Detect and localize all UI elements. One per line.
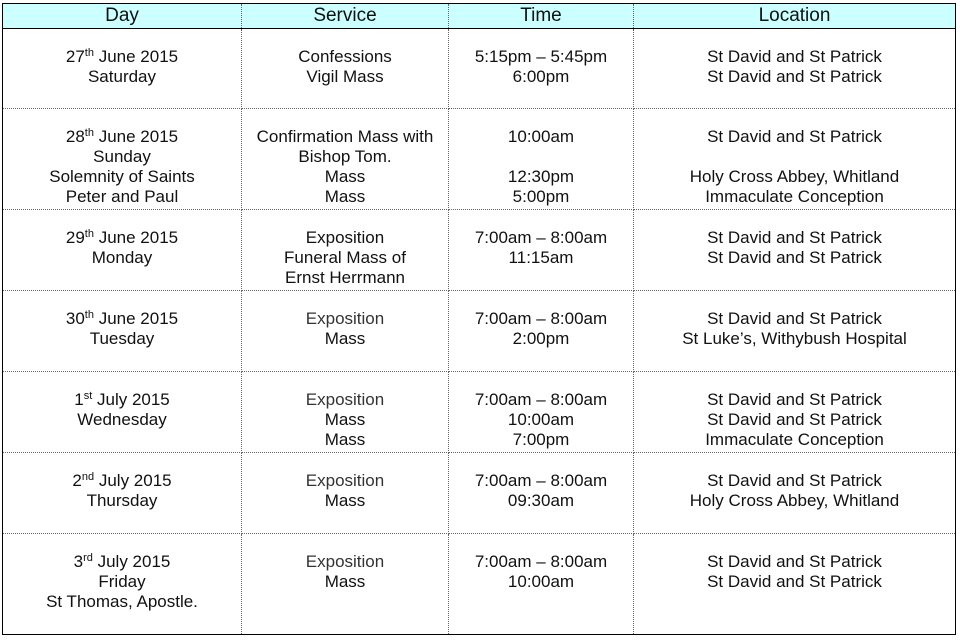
location-cell [634, 29, 956, 109]
time-cell [449, 453, 634, 534]
time-line: 10:00am [507, 410, 575, 429]
schedule-body [3, 29, 956, 635]
service-cell [242, 291, 449, 372]
day-date [3, 228, 241, 248]
time-cell [449, 109, 634, 210]
location-line: St David and St Patrick [707, 410, 882, 429]
day-line: St Thomas, Apostle. [46, 592, 198, 611]
time-cell [449, 372, 634, 453]
day-line: Solemnity of Saints [49, 167, 195, 186]
location-line: Holy Cross Abbey, Whitland [689, 167, 900, 186]
service-cell [242, 453, 449, 534]
time-line [449, 147, 633, 167]
day-cell [3, 372, 242, 453]
location-line: St David and St Patrick [707, 248, 882, 267]
day-line: Tuesday [89, 329, 155, 348]
service-line: Ernst Herrmann [285, 268, 405, 287]
month-year: July 2015 [92, 390, 170, 409]
day-date [3, 552, 241, 572]
ordinal-suffix: nd [81, 471, 95, 483]
location-line: St David and St Patrick [707, 552, 882, 571]
time-line: 5:00pm [512, 187, 570, 206]
day-line: Wednesday [77, 410, 167, 429]
service-line: Mass [324, 491, 366, 510]
location-line: St David and St Patrick [707, 228, 882, 247]
service-line: Exposition [305, 228, 385, 247]
service-line: Mass [324, 430, 366, 449]
service-line: Confessions [298, 47, 392, 66]
time-line: 7:00am – 8:00am [474, 390, 608, 409]
day-number: 28 [65, 127, 85, 146]
month-year: July 2015 [92, 552, 171, 571]
service-cell [242, 372, 449, 453]
location-line: St David and St Patrick [707, 47, 882, 66]
time-line: 7:00am – 8:00am [474, 552, 608, 571]
day-cell [3, 453, 242, 534]
day-line: Saturday [87, 67, 157, 86]
service-line: Mass [324, 167, 366, 186]
time-line: 11:15am [508, 248, 574, 267]
location-cell [634, 453, 956, 534]
ordinal-suffix: th [84, 309, 94, 321]
time-cell [449, 534, 634, 635]
header-time: Time [449, 4, 634, 29]
location-cell [634, 291, 956, 372]
time-line: 12:30pm [507, 167, 575, 186]
day-number: 27 [65, 47, 85, 66]
table-row [3, 372, 956, 453]
time-line: 10:00am [507, 572, 575, 591]
day-cell [3, 534, 242, 635]
service-line: Funeral Mass of [284, 248, 406, 267]
day-date [3, 390, 241, 410]
ordinal-suffix: st [83, 390, 93, 402]
month-year: June 2015 [93, 309, 179, 328]
ordinal-suffix: th [84, 127, 94, 139]
service-line: Bishop Tom. [298, 147, 392, 166]
location-cell [634, 210, 956, 291]
month-year: July 2015 [94, 471, 172, 490]
time-cell [449, 210, 634, 291]
time-line: 7:00am – 8:00am [474, 228, 608, 247]
location-line: St David and St Patrick [707, 471, 882, 490]
day-line: Peter and Paul [65, 187, 179, 206]
header-service: Service [242, 4, 449, 29]
location-line: St David and St Patrick [707, 309, 882, 328]
time-line: 10:00am [507, 127, 575, 146]
day-line: Sunday [93, 147, 151, 166]
location-line: St David and St Patrick [707, 127, 882, 146]
service-line: Exposition [305, 552, 385, 571]
day-cell [3, 210, 242, 291]
day-number: 29 [65, 228, 85, 247]
location-line: Immaculate Conception [705, 430, 884, 449]
day-cell [3, 109, 242, 210]
ordinal-suffix: th [84, 47, 94, 59]
service-cell [242, 29, 449, 109]
time-line: 7:00am – 8:00am [474, 471, 608, 490]
service-line: Exposition [305, 309, 385, 328]
time-cell [449, 29, 634, 109]
month-year: June 2015 [93, 228, 179, 247]
day-number: 3 [73, 552, 84, 571]
location-cell [634, 534, 956, 635]
location-line: St David and St Patrick [707, 390, 882, 409]
location-line: St David and St Patrick [707, 572, 882, 591]
service-line: Confirmation Mass with [256, 127, 434, 146]
service-cell [242, 109, 449, 210]
table-row [3, 291, 956, 372]
day-number: 2 [72, 471, 82, 490]
ordinal-suffix: th [84, 228, 94, 240]
service-cell [242, 534, 449, 635]
month-year: June 2015 [93, 127, 179, 146]
location-cell [634, 372, 956, 453]
table-row [3, 534, 956, 635]
time-line: 5:15pm – 5:45pm [474, 47, 608, 66]
service-line: Exposition [305, 471, 385, 490]
time-line: 7:00pm [512, 430, 570, 449]
mass-schedule-table [2, 3, 956, 635]
day-line: Monday [91, 248, 153, 267]
service-line: Mass [324, 572, 366, 591]
time-line: 7:00am – 8:00am [474, 309, 608, 328]
location-line: Immaculate Conception [705, 187, 884, 206]
day-number: 1 [74, 390, 84, 409]
time-line: 6:00pm [512, 67, 570, 86]
location-line: St David and St Patrick [707, 67, 882, 86]
day-line: Thursday [86, 491, 158, 510]
day-number: 30 [65, 309, 85, 328]
day-cell [3, 291, 242, 372]
service-line: Exposition [305, 390, 385, 409]
day-date [3, 127, 241, 147]
day-date [3, 309, 241, 329]
service-line: Vigil Mass [306, 67, 384, 86]
service-line: Mass [324, 329, 366, 348]
table-row [3, 109, 956, 210]
service-line: Mass [324, 187, 366, 206]
month-year: June 2015 [93, 47, 179, 66]
table-row [3, 453, 956, 534]
day-cell [3, 29, 242, 109]
day-date [3, 47, 241, 67]
location-line [634, 147, 955, 167]
header-row [3, 4, 956, 29]
location-cell [634, 109, 956, 210]
location-line: Holy Cross Abbey, Whitland [689, 491, 900, 510]
ordinal-suffix: rd [83, 552, 93, 564]
day-date [3, 471, 241, 491]
header-location: Location [634, 4, 956, 29]
time-cell [449, 291, 634, 372]
time-line: 2:00pm [512, 329, 570, 348]
time-line: 09:30am [507, 491, 575, 510]
day-line: Friday [98, 572, 146, 591]
service-cell [242, 210, 449, 291]
table-row [3, 210, 956, 291]
header-day: Day [3, 4, 242, 29]
location-line: St Luke’s, Withybush Hospital [682, 329, 907, 348]
table-row [3, 29, 956, 109]
service-line: Mass [324, 410, 366, 429]
